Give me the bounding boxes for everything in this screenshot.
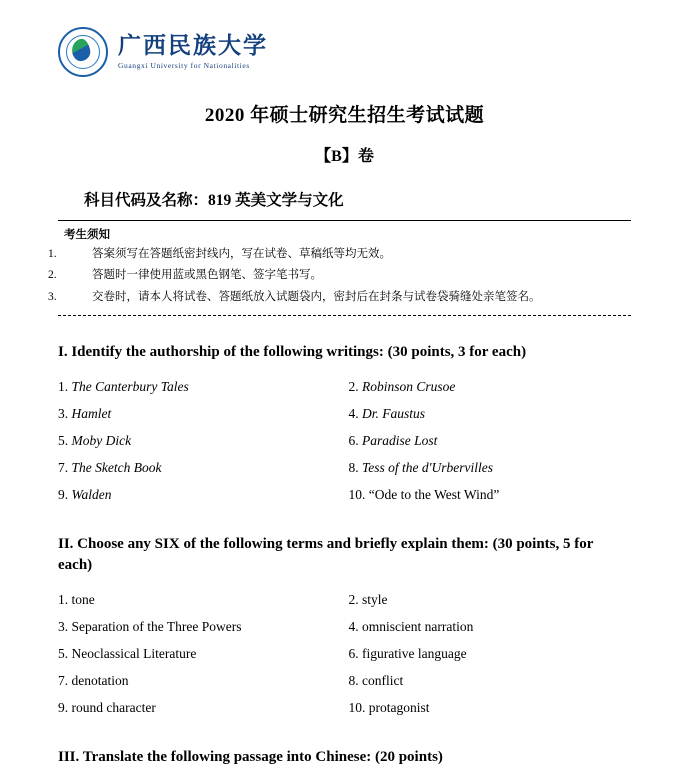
question-item bbox=[345, 694, 632, 721]
question-text: Walden bbox=[71, 486, 112, 502]
notice-item bbox=[48, 287, 631, 308]
notice-title: 考生须知 bbox=[64, 229, 110, 241]
question-item bbox=[345, 373, 632, 400]
question-text: protagonist bbox=[368, 699, 430, 715]
question-number: 5. bbox=[58, 645, 69, 661]
question-text: Dr. Faustus bbox=[362, 405, 426, 421]
page-title: 2020 年硕士研究生招生考试试题 bbox=[204, 105, 485, 126]
question-row bbox=[58, 586, 631, 613]
question-number: 9. bbox=[58, 699, 69, 715]
university-name-english: Guangxi University for Nationalities bbox=[118, 60, 250, 70]
question-row bbox=[58, 373, 631, 400]
question-row bbox=[58, 481, 631, 508]
question-item bbox=[345, 586, 632, 613]
question-item bbox=[58, 613, 345, 640]
university-crest-icon bbox=[58, 27, 108, 77]
question-row bbox=[58, 427, 631, 454]
question-number: 2. bbox=[348, 378, 359, 394]
question-item bbox=[58, 667, 345, 694]
question-item bbox=[345, 613, 632, 640]
question-row bbox=[58, 667, 631, 694]
question-item bbox=[58, 640, 345, 667]
question-text: style bbox=[362, 591, 388, 607]
question-row bbox=[58, 640, 631, 667]
question-item bbox=[58, 373, 345, 400]
question-number: 4. bbox=[348, 405, 359, 421]
question-text: Paradise Lost bbox=[362, 432, 438, 448]
question-number: 1. bbox=[58, 591, 69, 607]
question-text: Tess of the d'Urbervilles bbox=[362, 459, 494, 475]
question-text: “Ode to the West Wind” bbox=[368, 486, 500, 502]
question-item bbox=[58, 454, 345, 481]
question-text: Neoclassical Literature bbox=[71, 645, 197, 661]
question-number: 2. bbox=[348, 591, 359, 607]
question-text: tone bbox=[71, 591, 95, 607]
question-text: conflict bbox=[362, 672, 404, 688]
subject-code-and-name: 科目代码及名称：819 英美文学与文化 bbox=[84, 192, 344, 209]
question-number: 7. bbox=[58, 459, 69, 475]
question-item bbox=[58, 694, 345, 721]
question-text: denotation bbox=[71, 672, 129, 688]
section-heading: III. Translate the following passage into Chinese: (20 points) bbox=[58, 748, 443, 765]
question-text: The Canterbury Tales bbox=[71, 378, 189, 394]
question-item bbox=[345, 427, 632, 454]
question-number: 5. bbox=[58, 432, 69, 448]
question-number: 10. bbox=[348, 486, 366, 502]
question-number: 6. bbox=[348, 432, 359, 448]
question-number: 3. bbox=[58, 405, 69, 421]
question-item bbox=[58, 481, 345, 508]
section-one-items bbox=[58, 373, 631, 508]
question-row bbox=[58, 613, 631, 640]
section-one bbox=[58, 342, 631, 508]
question-text: omniscient narration bbox=[362, 618, 474, 634]
section-two-items bbox=[58, 586, 631, 721]
question-item bbox=[345, 640, 632, 667]
question-item bbox=[58, 400, 345, 427]
question-text: Separation of the Three Powers bbox=[71, 618, 242, 634]
question-number: 8. bbox=[348, 459, 359, 475]
notice-item bbox=[48, 265, 631, 286]
question-number: 10. bbox=[348, 699, 366, 715]
question-number: 6. bbox=[348, 645, 359, 661]
question-item bbox=[58, 586, 345, 613]
question-number: 1. bbox=[58, 378, 69, 394]
candidate-notice-box bbox=[48, 220, 631, 316]
question-text: Robinson Crusoe bbox=[362, 378, 456, 394]
question-number: 3. bbox=[58, 618, 69, 634]
question-text: round character bbox=[71, 699, 156, 715]
section-three bbox=[58, 747, 631, 768]
question-number: 4. bbox=[348, 618, 359, 634]
question-item bbox=[345, 400, 632, 427]
notice-item-number: 2. bbox=[48, 269, 57, 282]
question-row bbox=[58, 694, 631, 721]
question-text: Hamlet bbox=[71, 405, 112, 421]
question-item bbox=[345, 454, 632, 481]
question-number: 8. bbox=[348, 672, 359, 688]
question-item bbox=[58, 427, 345, 454]
section-two bbox=[58, 534, 631, 721]
notice-item-text: 答案须写在答题纸密封线内，写在试卷、草稿纸等均无效。 bbox=[92, 248, 391, 260]
notice-item-text: 答题时一律使用蓝或黑色钢笔、签字笔书写。 bbox=[92, 269, 322, 282]
crest-swoosh-icon bbox=[71, 38, 92, 62]
question-text: Moby Dick bbox=[71, 432, 132, 448]
section-heading: I. Identify the authorship of the following writings: (30 points, 3 for each) bbox=[58, 343, 527, 360]
question-number: 9. bbox=[58, 486, 69, 502]
question-row bbox=[58, 454, 631, 481]
question-number: 7. bbox=[58, 672, 69, 688]
question-text: figurative language bbox=[362, 645, 467, 661]
notice-item-number: 3. bbox=[48, 290, 57, 303]
notice-item-text: 交卷时，请本人将试卷、答题纸放入试题袋内，密封后在封条与试卷袋骑缝处亲笔签名。 bbox=[92, 290, 541, 303]
notice-item-number: 1. bbox=[48, 248, 57, 260]
university-logo-text bbox=[118, 34, 268, 69]
notice-item bbox=[48, 244, 631, 265]
paper-version-label: 【B】卷 bbox=[315, 148, 374, 165]
question-item bbox=[345, 481, 632, 508]
question-text: The Sketch Book bbox=[71, 459, 162, 475]
university-name-chinese: 广西民族大学 bbox=[118, 33, 268, 59]
university-logo bbox=[58, 0, 631, 78]
question-item bbox=[345, 667, 632, 694]
section-heading: II. Choose any SIX of the following terms and briefly explain them: (30 points, 5 for each) bbox=[58, 535, 594, 573]
question-row bbox=[58, 400, 631, 427]
